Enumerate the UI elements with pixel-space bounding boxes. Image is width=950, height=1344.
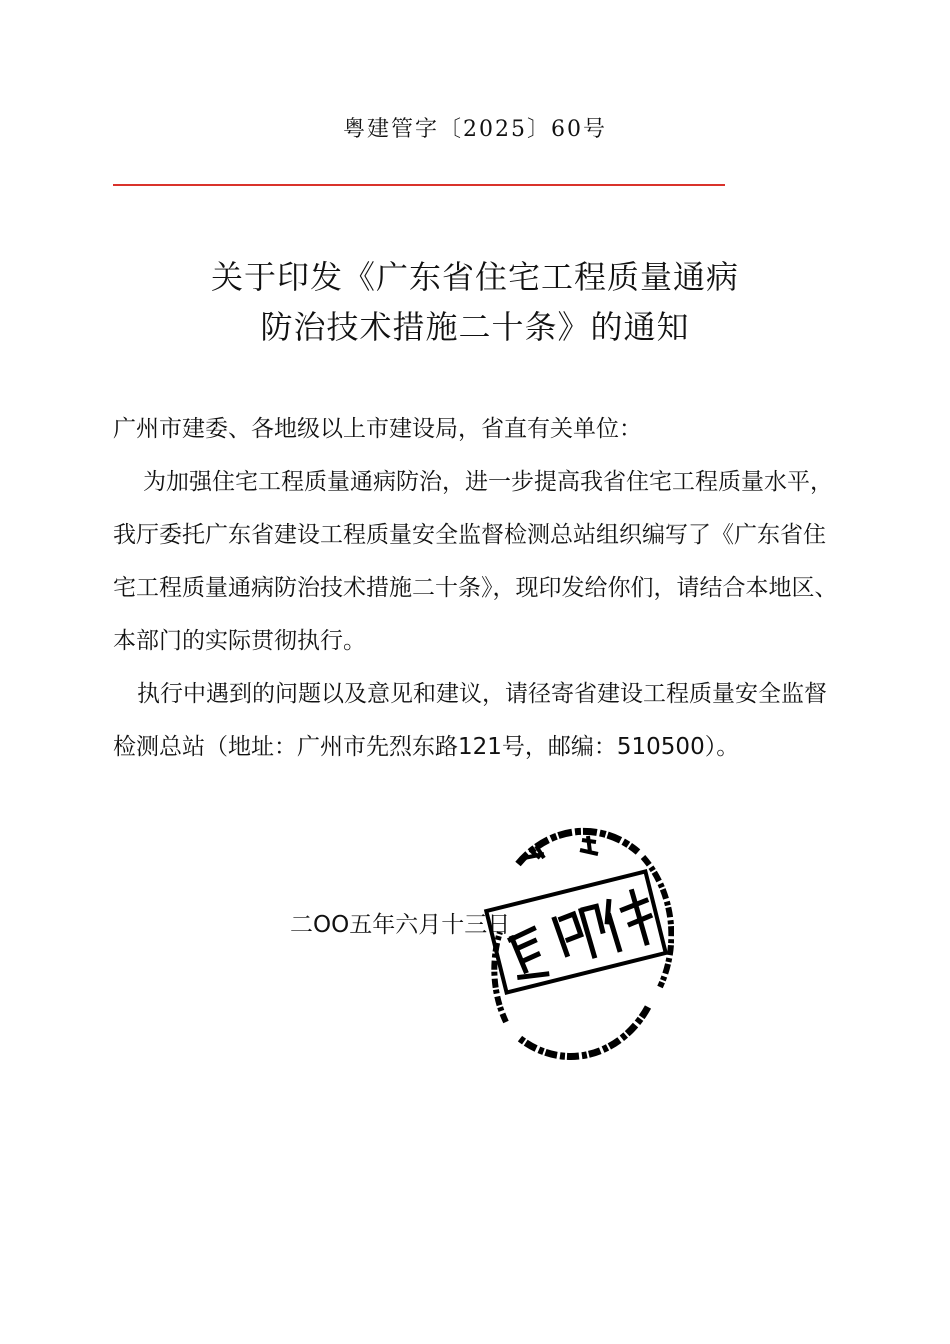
- body-paragraph-1: 为加强住宅工程质量通病防治，进一步提高我省住宅工程质量水平，我厅委托广东省建设工程质量安全监督检测总站组织编写了《广东省住宅工程质量通病防治技术措施二十条》，现印发给你们，请结合本地区、本部门的实际贯彻执行。: [113, 469, 838, 654]
- document-body: [113, 403, 843, 774]
- document-title: [0, 252, 950, 352]
- title-line-2: 防治技术措施二十条》的通知: [260, 308, 690, 346]
- copy-stamp-seal-icon: [478, 812, 674, 1062]
- issue-date: 二OO五年六月十三日: [290, 912, 511, 938]
- body-paragraph-2: 执行中遇到的问题以及意见和建议，请径寄省建设工程质量安全监督检测总站（地址：广州市先烈东路121号，邮编：510500）。: [113, 681, 827, 760]
- red-header-rule: [113, 184, 725, 186]
- title-line-1: 关于印发《广东省住宅工程质量通病: [210, 258, 739, 296]
- addressee-line: 广州市建委、各地级以上市建设局，省直有关单位：: [113, 416, 642, 442]
- document-number: 粤建管字〔2025〕60号: [343, 117, 607, 142]
